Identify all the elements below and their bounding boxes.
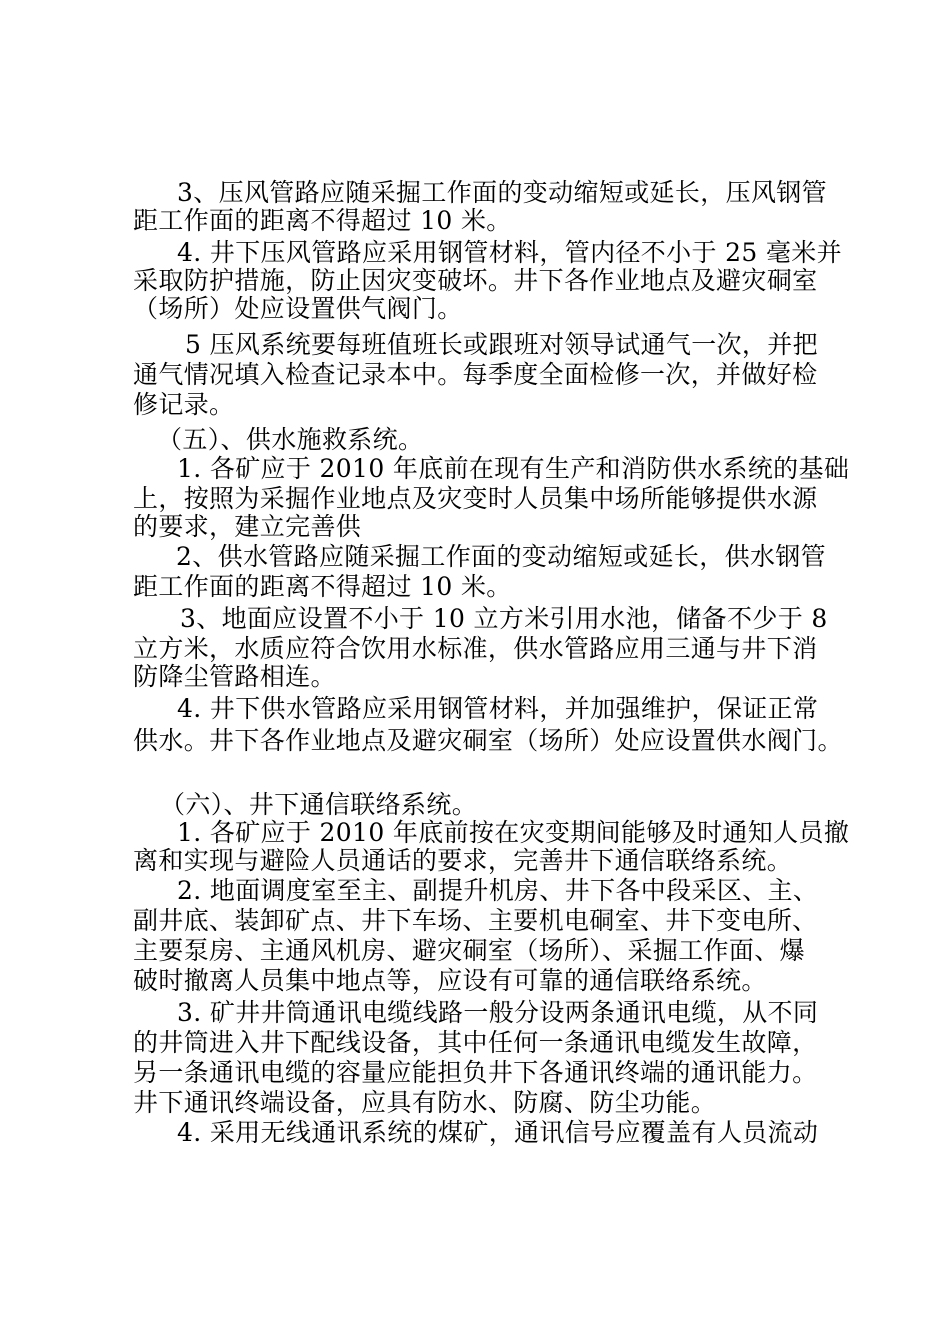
text-line: （五）、供水施救系统。 xyxy=(157,425,424,454)
text-line: 主要泵房、主通风机房、避灾硐室（场所）、采掘工作面、爆 xyxy=(133,936,805,965)
text-line: 破时撤离人员集中地点等，应设有可靠的通信联络系统。 xyxy=(133,966,767,995)
text-line: 1. 各矿应于 2010 年底前在现有生产和消防供水系统的基础 xyxy=(177,454,850,483)
text-line: 3、地面应设置不小于 10 立方米引用水池，储备不少于 8 xyxy=(180,604,828,633)
text-line: 采取防护措施，防止因灾变破坏。井下各作业地点及避灾硐室 xyxy=(133,266,818,295)
text-line: 通气情况填入检查记录本中。每季度全面检修一次，并做好检 xyxy=(133,360,818,389)
text-line: 的井筒进入井下配线设备，其中任何一条通讯电缆发生故障， xyxy=(133,1028,818,1057)
text-line: 的要求，建立完善供 xyxy=(133,512,362,541)
text-line: 离和实现与避险人员通话的要求，完善井下通信联络系统。 xyxy=(133,846,793,875)
text-line: 距工作面的距离不得超过 10 米。 xyxy=(133,572,512,601)
text-line: 井下通讯终端设备，应具有防水、防腐、防尘功能。 xyxy=(133,1088,717,1117)
text-line: 立方米，水质应符合饮用水标准，供水管路应用三通与井下消 xyxy=(133,634,818,663)
text-line: 4. 井下压风管路应采用钢管材料，管内径不小于 25 毫米并 xyxy=(177,238,843,267)
text-line: 4. 采用无线通讯系统的煤矿，通讯信号应覆盖有人员流动 xyxy=(177,1118,819,1147)
text-line: 2、供水管路应随采掘工作面的变动缩短或延长，供水钢管 xyxy=(176,542,827,571)
text-line: 副井底、装卸矿点、井下车场、主要机电硐室、井下变电所、 xyxy=(133,906,818,935)
text-line: 上，按照为采掘作业地点及灾变时人员集中场所能够提供水源 xyxy=(133,484,818,513)
text-line: 2. 地面调度室至主、副提升机房、井下各中段采区、主、 xyxy=(177,876,819,905)
text-line: 3. 矿井井筒通讯电缆线路一般分设两条通讯电缆，从不同 xyxy=(177,998,819,1027)
text-line: 1. 各矿应于 2010 年底前按在灾变期间能够及时通知人员撤 xyxy=(177,818,850,847)
text-line: 修记录。 xyxy=(133,390,235,419)
text-line: 3、压风管路应随采掘工作面的变动缩短或延长，压风钢管 xyxy=(177,178,828,207)
text-line: 4. 井下供水管路应采用钢管材料，并加强维护，保证正常 xyxy=(177,694,819,723)
text-line: 距工作面的距离不得超过 10 米。 xyxy=(133,206,512,235)
text-line: 防降尘管路相连。 xyxy=(133,662,336,691)
text-line: （六）、井下通信联络系统。 xyxy=(160,790,478,819)
text-line: 另一条通讯电缆的容量应能担负井下各通讯终端的通讯能力。 xyxy=(133,1058,818,1087)
text-line: （场所）处应设置供气阀门。 xyxy=(133,294,463,323)
text-line: 5 压风系统要每班值班长或跟班对领导试通气一次，并把 xyxy=(185,330,818,359)
text-line: 供水。井下各作业地点及避灾硐室（场所）处应设置供水阀门。 xyxy=(133,726,843,755)
